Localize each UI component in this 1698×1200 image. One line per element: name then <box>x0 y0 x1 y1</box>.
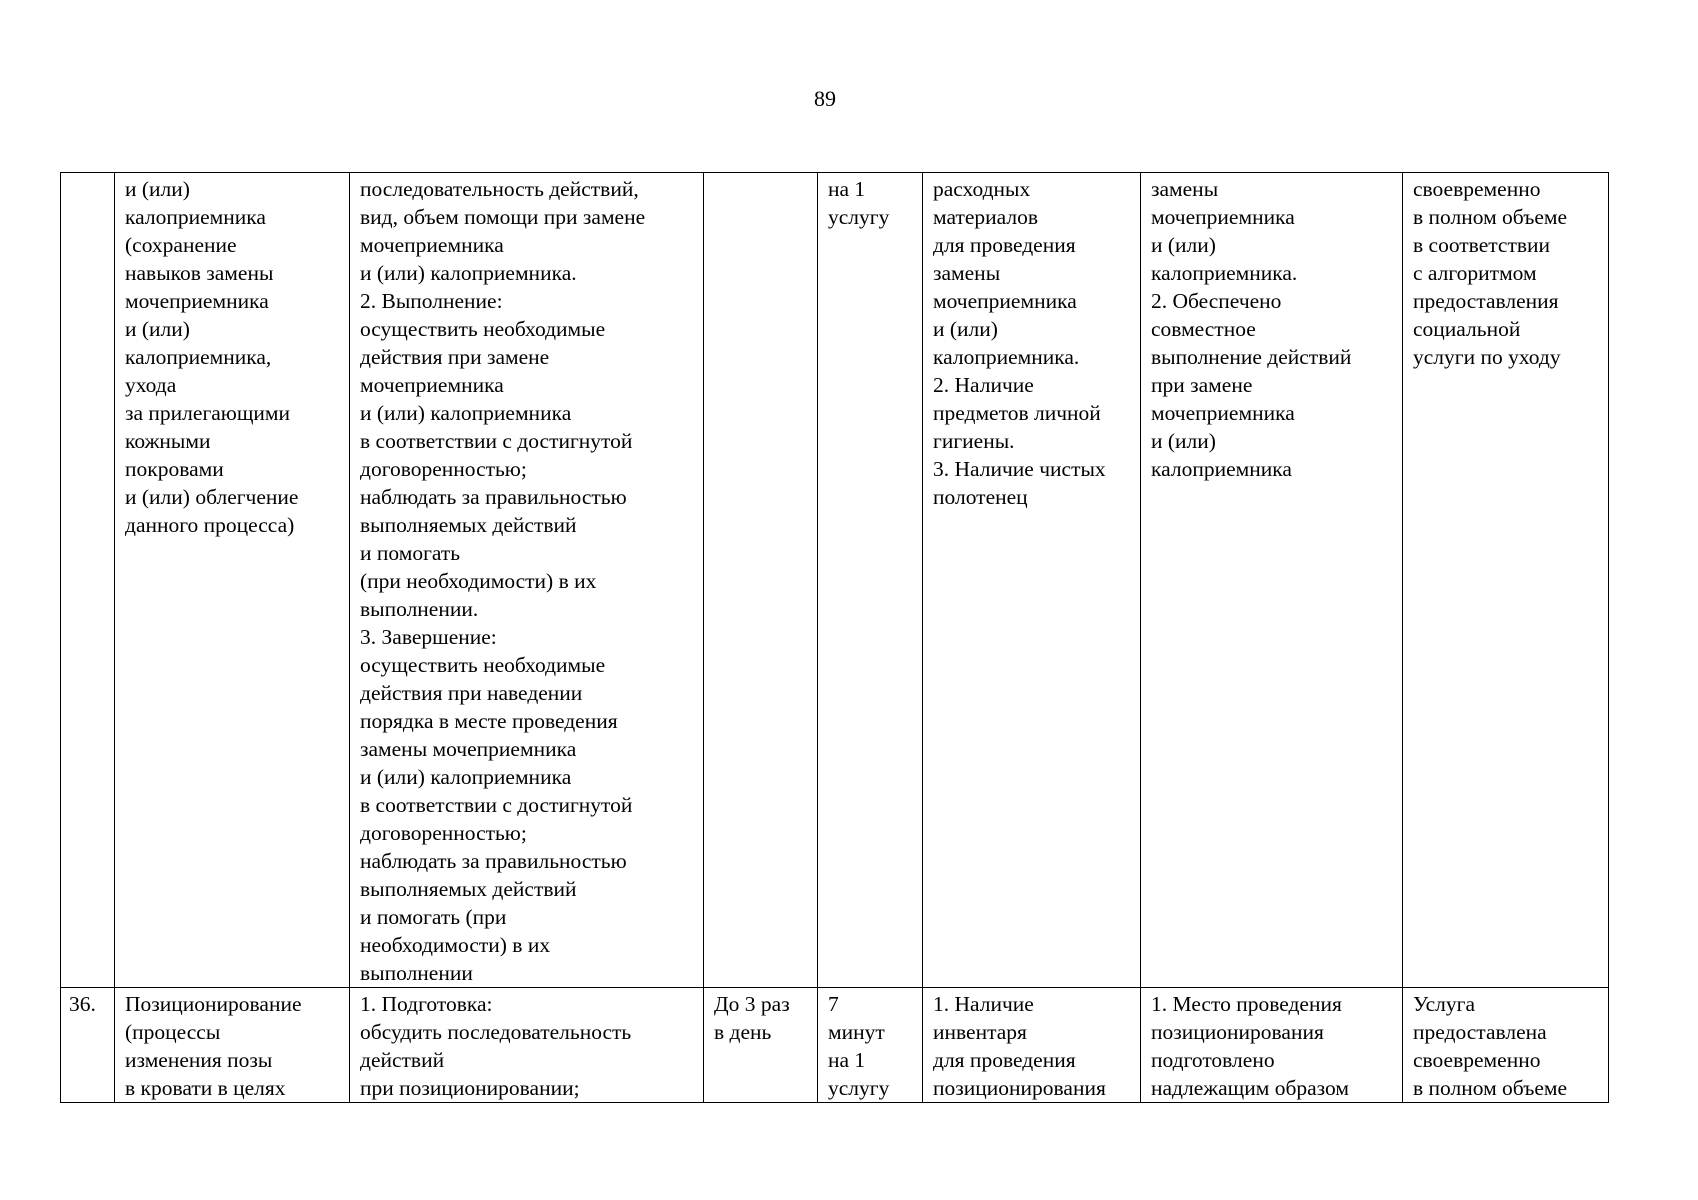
service-name-cell: и (или) калоприемника (сохранение навыков замены мочеприемника и (или) калоприемника, ухода за прилегающими кожными покровами и (или) облегчение данного процесса) <box>115 173 350 988</box>
table-row <box>61 173 1609 988</box>
quality-cell: своевременно в полном объеме в соответствии с алгоритмом предоставления социальной услуги по уходу <box>1403 173 1609 988</box>
quality-cell: Услуга предоставлена своевременно в полном объеме <box>1403 988 1609 1103</box>
services-table <box>60 172 1609 1103</box>
results-cell: 1. Место проведения позиционирования подготовлено надлежащим образом <box>1141 988 1403 1103</box>
results-cell: замены мочеприемника и (или) калоприемника. 2. Обеспечено совместное выполнение действий при замене мочеприемника и (или) калоприемника <box>1141 173 1403 988</box>
time-cell: 7 минут на 1 услугу <box>818 988 923 1103</box>
row-number-cell: 36. <box>61 988 115 1103</box>
row-number-cell <box>61 173 115 988</box>
page-number: 89 <box>814 86 836 111</box>
service-name-cell: Позиционирование (процессы изменения позы в кровати в целях <box>115 988 350 1103</box>
service-actions-cell: последовательность действий, вид, объем помощи при замене мочеприемника и (или) калоприемника. 2. Выполнение: осуществить необходимые действия при замене мочеприемника и (или) калоприемника в соответствии с достигнутой договоренностью; наблюдать за правильностью выполняемых действий и помогать (при необходимости) в их выполнении. 3. Завершение: осуществить необходимые действия при наведении порядка в месте проведения замены мочеприемника и (или) калоприемника в соответствии с достигнутой договоренностью; наблюдать за правильностью выполняемых действий и помогать (при необходимости) в их выполнении <box>350 173 704 988</box>
frequency-cell: До 3 раз в день <box>704 988 818 1103</box>
frequency-cell <box>704 173 818 988</box>
table-row <box>61 988 1609 1103</box>
conditions-cell: расходных материалов для проведения замены мочеприемника и (или) калоприемника. 2. Наличие предметов личной гигиены. 3. Наличие чистых полотенец <box>923 173 1141 988</box>
conditions-cell: 1. Наличие инвентаря для проведения позиционирования <box>923 988 1141 1103</box>
time-cell: на 1 услугу <box>818 173 923 988</box>
service-actions-cell: 1. Подготовка: обсудить последовательность действий при позиционировании; <box>350 988 704 1103</box>
